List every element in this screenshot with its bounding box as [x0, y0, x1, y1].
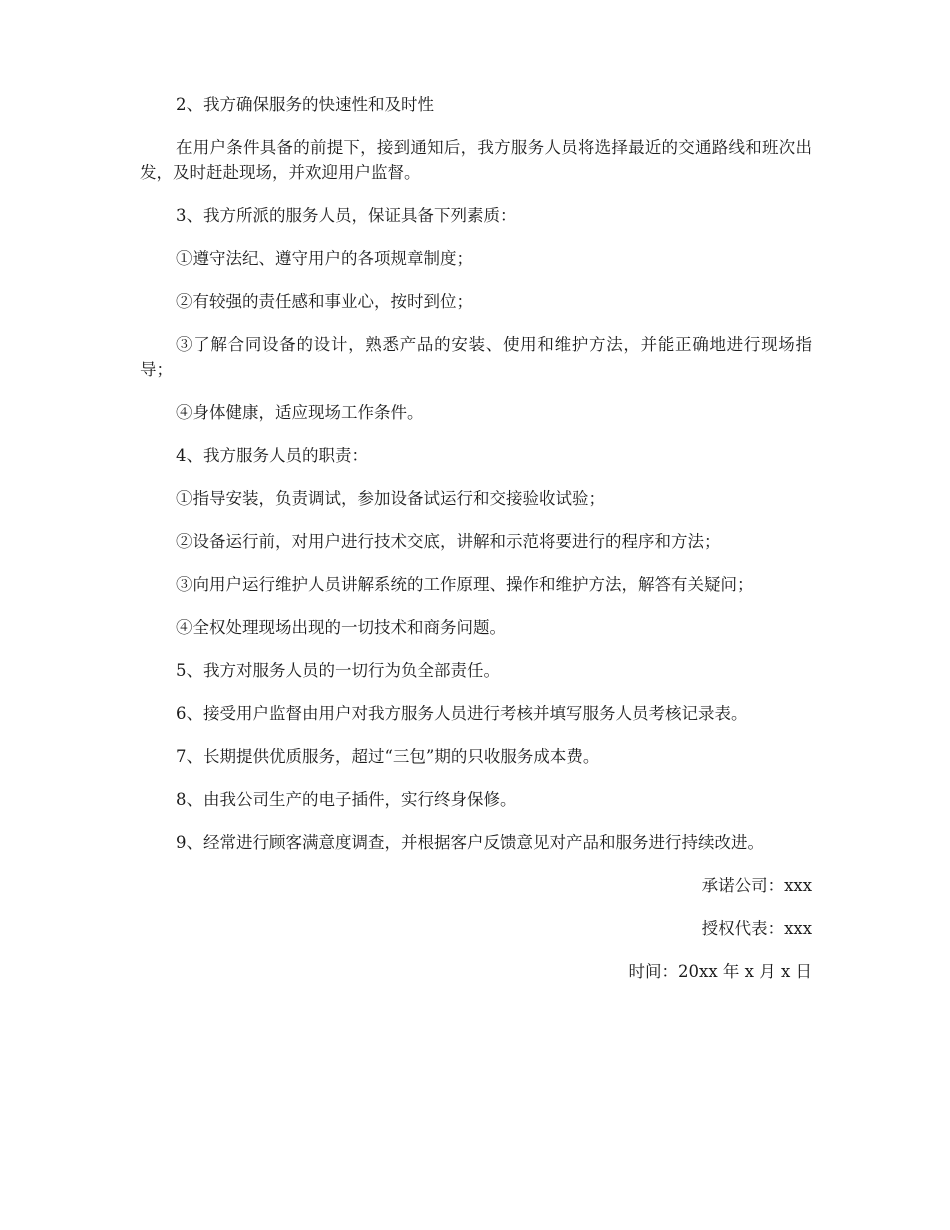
- paragraph-clause-3-item-1: ①遵守法纪、遵守用户的各项规章制度；: [176, 249, 473, 268]
- paragraph-clause-2: 2、我方确保服务的快速性和及时性: [176, 95, 434, 114]
- paragraph-clause-3-item-2: ②有较强的责任感和事业心，按时到位；: [176, 292, 473, 311]
- paragraph-clause-5: 5、我方对服务人员的一切行为负全部责任。: [176, 661, 500, 680]
- paragraph-clause-4-item-3: ③向用户运行维护人员讲解系统的工作原理、操作和维护方法，解答有关疑问；: [176, 575, 754, 594]
- paragraph-clause-9: 9、经常进行顾客满意度调查，并根据客户反馈意见对产品和服务进行持续改进。: [176, 833, 764, 852]
- document-body: [140, 92, 812, 1002]
- signature-date: 时间：20xx 年 x 月 x 日: [628, 962, 812, 981]
- paragraph-clause-3-item-3: ③了解合同设备的设计，熟悉产品的安装、使用和维护方法，并能正确地进行现场指导；: [140, 335, 812, 379]
- paragraph-clause-4-item-1: ①指导安装，负责调试，参加设备试运行和交接验收试验；: [176, 489, 605, 508]
- paragraph-clause-2-detail: 在用户条件具备的前提下，接到通知后，我方服务人员将选择最近的交通路线和班次出发，及时赶赴现场，并欢迎用户监督。: [140, 138, 812, 182]
- paragraph-clause-4-item-2: ②设备运行前，对用户进行技术交底，讲解和示范将要进行的程序和方法；: [176, 532, 721, 551]
- paragraph-clause-6: 6、接受用户监督由用户对我方服务人员进行考核并填写服务人员考核记录表。: [176, 704, 748, 723]
- paragraph-clause-4-item-4: ④全权处理现场出现的一切技术和商务问题。: [176, 618, 506, 637]
- signature-representative: 授权代表：xxx: [701, 919, 812, 938]
- paragraph-clause-7: 7、长期提供优质服务，超过“三包”期的只收服务成本费。: [176, 747, 600, 766]
- paragraph-clause-3-item-4: ④身体健康，适应现场工作条件。: [176, 403, 424, 422]
- paragraph-clause-4: 4、我方服务人员的职责：: [176, 446, 368, 465]
- signature-company: 承诺公司：xxx: [701, 876, 812, 895]
- paragraph-clause-3: 3、我方所派的服务人员，保证具备下列素质：: [176, 206, 517, 225]
- paragraph-clause-8: 8、由我公司生产的电子插件，实行终身保修。: [176, 790, 517, 809]
